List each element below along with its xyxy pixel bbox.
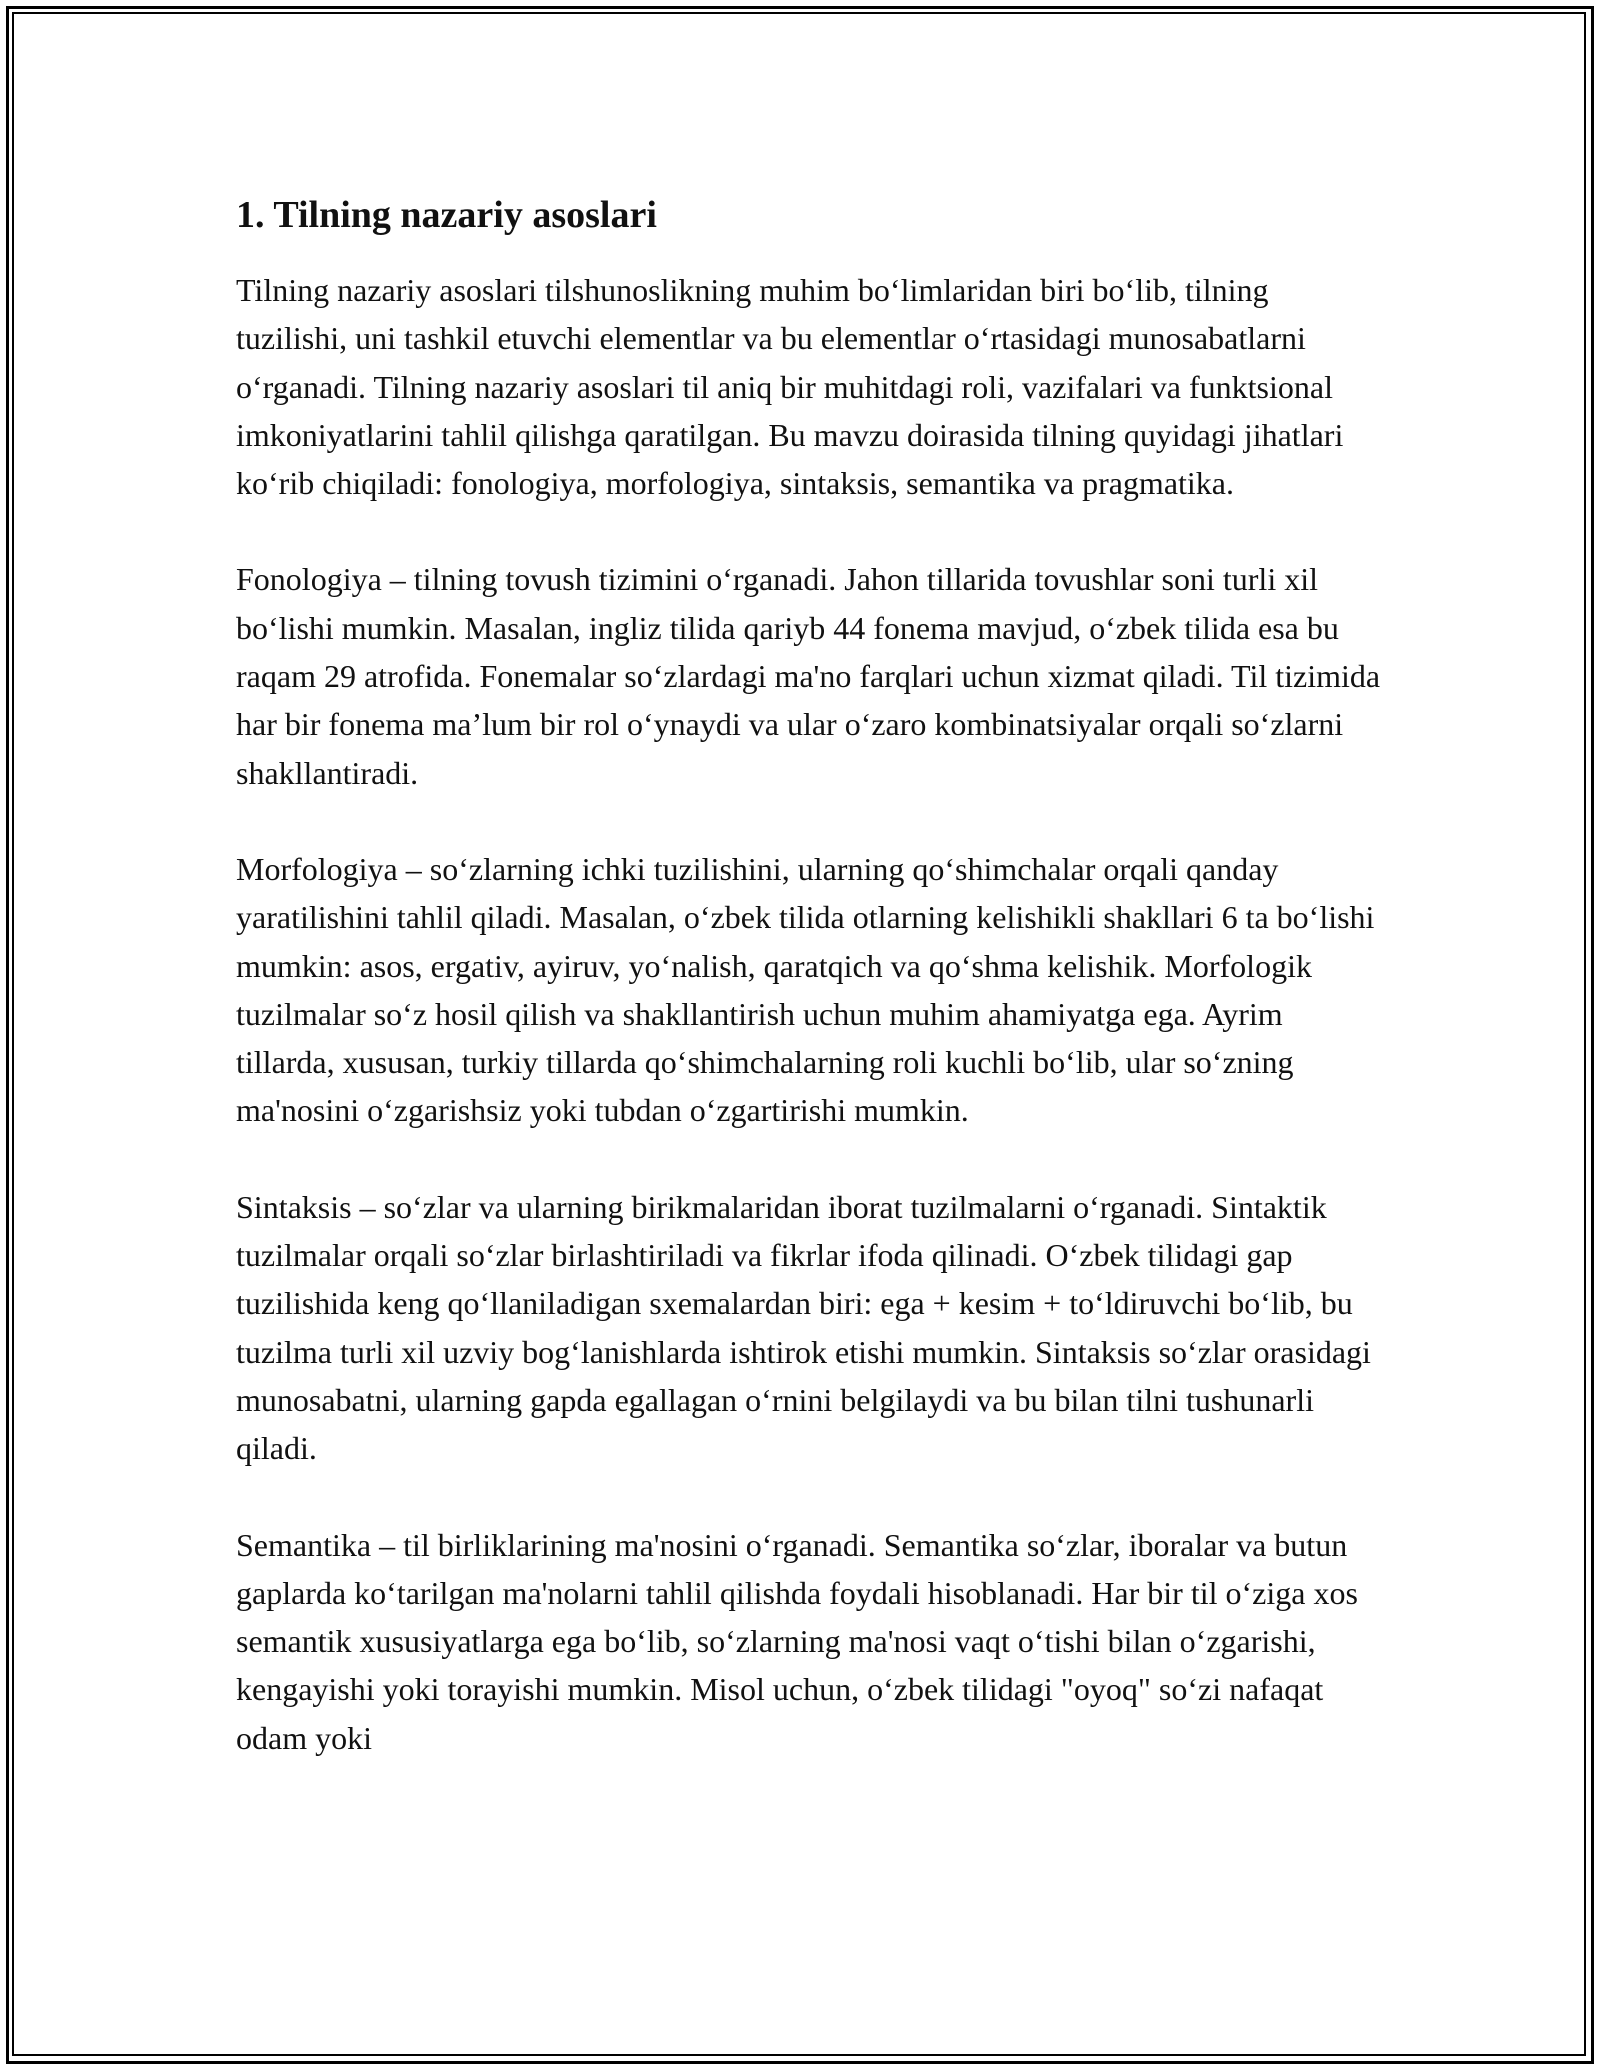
paragraph-fonologiya: Fonologiya – tilning tovush tizimini o‘rganadi. Jahon tillarida tovushlar soni turli xil bo‘lishi mumkin. Masalan, ingliz tilida qariyb 44 fonema mavjud, o‘zbek tilida esa bu raqam 29 atrofida. Fonemalar so‘zlardagi ma'no farqlari uchun xizmat qiladi. Til tizimida har bir fonema ma’lum bir rol o‘ynaydi va ular o‘zaro kombinatsiyalar orqali so‘zlarni shakllantiradi. [236,561,1381,791]
document-page [236,190,1386,1810]
paragraph-intro: Tilning nazariy asoslari tilshunoslikning muhim bo‘limlaridan biri bo‘lib, tilning tuzilishi, uni tashkil etuvchi elementlar va bu elementlar o‘rtasidagi munosabatlarni o‘rganadi. Tilning nazariy asoslari til aniq bir muhitdagi roli, vazifalari va funktsional imkoniyatlarini tahlil qilishga qaratilgan. Bu mavzu doirasida tilning quyidagi jihatlari ko‘rib chiqiladi: fonologiya, morfologiya, sintaksis, semantika va pragmatika. [236,272,1344,502]
paragraph-morfologiya: Morfologiya – so‘zlarning ichki tuzilishini, ularning qo‘shimchalar orqali qanday yaratilishini tahlil qiladi. Masalan, o‘zbek tilida otlarning kelishikli shakllari 6 ta bo‘lishi mumkin: asos, ergativ, ayiruv, yo‘nalish, qaratqich va qo‘shma kelishik. Morfologik tuzilmalar so‘z hosil qilish va shakllantirish uchun muhim ahamiyatga ega. Ayrim tillarda, xususan, turkiy tillarda qo‘shimchalarning roli kuchli bo‘lib, ular so‘zning ma'nosini o‘zgarishsiz yoki tubdan o‘zgartirishi mumkin. [236,850,1375,1129]
section-heading: 1. Tilning nazariy asoslari [236,194,657,236]
paragraph-semantika: Semantika – til birliklarining ma'nosini o‘rganadi. Semantika so‘zlar, iboralar va butun gaplarda ko‘tarilgan ma'nolarni tahlil qilishda foydali hisoblanadi. Har bir til o‘ziga xos semantik xususiyatlarga ega bo‘lib, so‘zlarning ma'nosi vaqt o‘tishi bilan o‘zgarishi, kengayishi yoki torayishi mumkin. Misol uchun, o‘zbek tilidagi "oyoq" so‘zi nafaqat odam yoki [236,1526,1358,1756]
paragraph-sintaksis: Sintaksis – so‘zlar va ularning birikmalaridan iborat tuzilmalarni o‘rganadi. Sintaktik tuzilmalar orqali so‘zlar birlashtiriladi va fikrlar ifoda qilinadi. O‘zbek tilidagi gap tuzilishida keng qo‘llaniladigan sxemalardan biri: ega + kesim + to‘ldiruvchi bo‘lib, bu tuzilma turli xil uzviy bog‘lanishlarda ishtirok etishi mumkin. Sintaksis so‘zlar orasidagi munosabatni, ularning gapda egallagan o‘rnini belgilaydi va bu bilan tilni tushunarli qiladi. [236,1188,1371,1467]
